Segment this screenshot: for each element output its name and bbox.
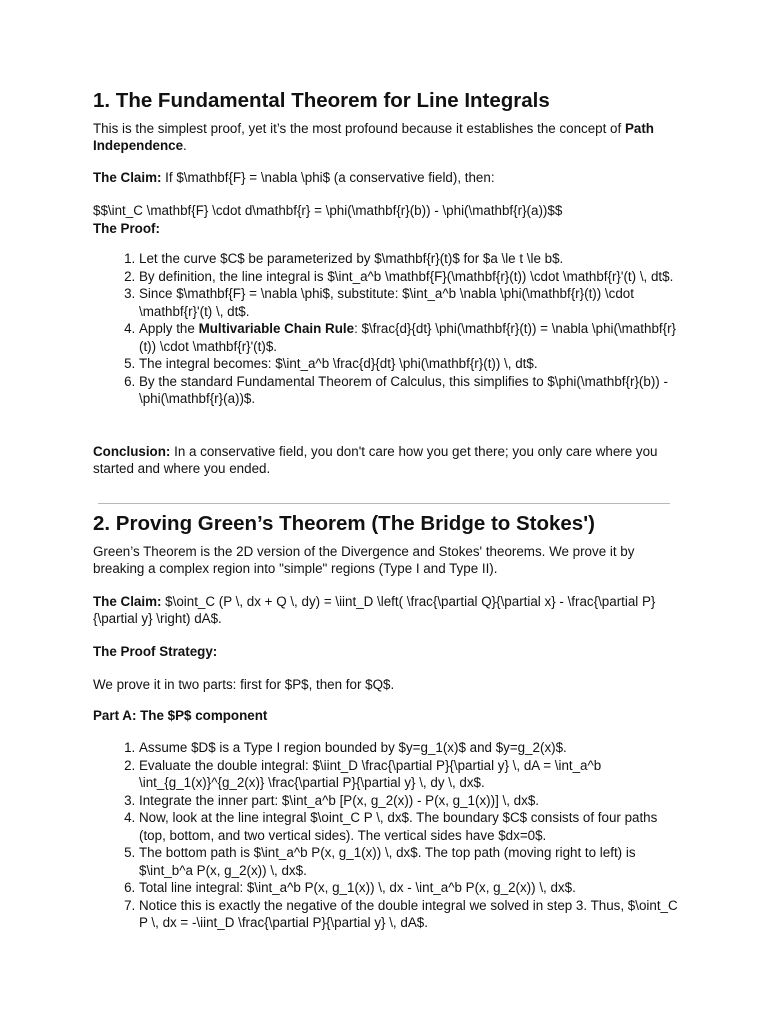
claim-text: If $\mathbf{F} = \nabla \phi$ (a conservative field), then: <box>161 170 495 185</box>
section-1-claim <box>93 169 678 186</box>
step4-prefix: Apply the <box>139 321 199 336</box>
proof-step: 7. Notice this is exactly the negative of the double integral we solved in step 3. Thus, $\oint_C P \, dx = -\iint_D \frac{\partial P}{\partial y} \, dA$. <box>139 897 678 932</box>
proof-step: 3. Since $\mathbf{F} = \nabla \phi$, substitute: $\int_a^b \nabla \phi(\mathbf{r}(t)) \cdot \mathbf{r}'(t) \, dt$. <box>139 285 678 320</box>
proof-step: 4. Now, look at the line integral $\oint_C P \, dx$. The boundary $C$ consists of four paths (top, bottom, and two vertical sides). The vertical sides have $dx=0$. <box>139 809 678 844</box>
part-a-label-text: Part A: The $P$ component <box>93 708 268 723</box>
step4-bold: Multivariable Chain Rule <box>198 321 355 336</box>
part-a-label <box>93 707 267 724</box>
claim-text: $\oint_C (P \, dx + Q \, dy) = \iint_D \left( \frac{\partial Q}{\partial x} - \frac{\partial P}{\partial y} \right) dA$. <box>93 594 656 626</box>
section-2-claim <box>93 593 678 627</box>
proof-step <box>139 320 678 355</box>
proof-step: 5. The bottom path is $\int_a^b P(x, g_1(x)) \, dx$. The top path (moving right to left) is $\int_b^a P(x, g_2(x)) \, dx$. <box>139 844 678 879</box>
section-1-intro <box>93 120 678 154</box>
section-1-intro-end: . <box>183 138 187 153</box>
proof-step: 2. By definition, the line integral is $\int_a^b \mathbf{F}(\mathbf{r}(t)) \cdot \mathbf{r}'(t) \, dt$. <box>139 268 678 286</box>
proof-strategy-label <box>93 643 217 660</box>
section-2-intro: Green’s Theorem is the 2D version of the Divergence and Stokes' theorems. We prove it by breaking a complex region into "simple" regions (Type I and Type II). <box>93 544 635 576</box>
proof-step: 1. Let the curve $C$ be parameterized by $\mathbf{r}(t)$ for $a \le t \le b$. <box>139 250 678 268</box>
section-divider <box>98 503 670 504</box>
proof-step: 1. Assume $D$ is a Type I region bounded by $y=g_1(x)$ and $y=g_2(x)$. <box>139 739 678 757</box>
claim-label: The Claim: <box>93 170 162 185</box>
proof-step: 5. The integral becomes: $\int_a^b \frac{d}{dt} \phi(\mathbf{r}(t)) \, dt$. <box>139 355 678 373</box>
claim-label: The Claim: <box>93 594 162 609</box>
conclusion-label: Conclusion: <box>93 444 171 459</box>
section-1-conclusion <box>93 443 678 477</box>
section-1-intro-bold: Path Independence <box>93 121 654 153</box>
section-1-intro-text: This is the simplest proof, yet it’s the most profound because it establishes the concept of <box>93 121 625 136</box>
proof-step: 2. Evaluate the double integral: $\iint_D \frac{\partial P}{\partial y} \, dA = \int_a^b \int_{g_1(x)}^{g_2(x)} \frac{\partial P}{\partial y} \, dy \, dx$. <box>139 757 678 792</box>
section-1-formula: $$\int_C \mathbf{F} \cdot d\mathbf{r} = \phi(\mathbf{r}(b)) - \phi(\mathbf{r}(a))$$ <box>93 203 563 218</box>
proof-label-text: The Proof: <box>93 221 160 236</box>
proof-strategy-label-text: The Proof Strategy: <box>93 644 218 659</box>
step4-text: : $\frac{d}{dt} \phi(\mathbf{r}(t)) = \nabla \phi(\mathbf{r}(t)) \cdot \mathbf{r}'(t)$. <box>139 321 677 354</box>
proof-strategy-text: We prove it in two parts: first for $P$, then for $Q$. <box>93 677 395 692</box>
proof-label <box>93 220 160 237</box>
proof-step: 6. By the standard Fundamental Theorem of Calculus, this simplifies to $\phi(\mathbf{r}(b)) - \phi(\mathbf{r}(a))$. <box>139 373 678 408</box>
section-1-proof-steps <box>93 250 678 408</box>
section-2-title: 2. Proving Green’s Theorem (The Bridge to Stokes') <box>93 512 595 535</box>
conclusion-text: In a conservative field, you don't care how you get there; you only care where you started and where you ended. <box>93 444 658 476</box>
section-2-proof-steps <box>93 739 678 932</box>
proof-step: 3. Integrate the inner part: $\int_a^b [P(x, g_2(x)) - P(x, g_1(x))] \, dx$. <box>139 792 678 810</box>
section-1-title: 1. The Fundamental Theorem for Line Integrals <box>93 89 550 112</box>
proof-step: 6. Total line integral: $\int_a^b P(x, g_1(x)) \, dx - \int_a^b P(x, g_2(x)) \, dx$. <box>139 879 678 897</box>
